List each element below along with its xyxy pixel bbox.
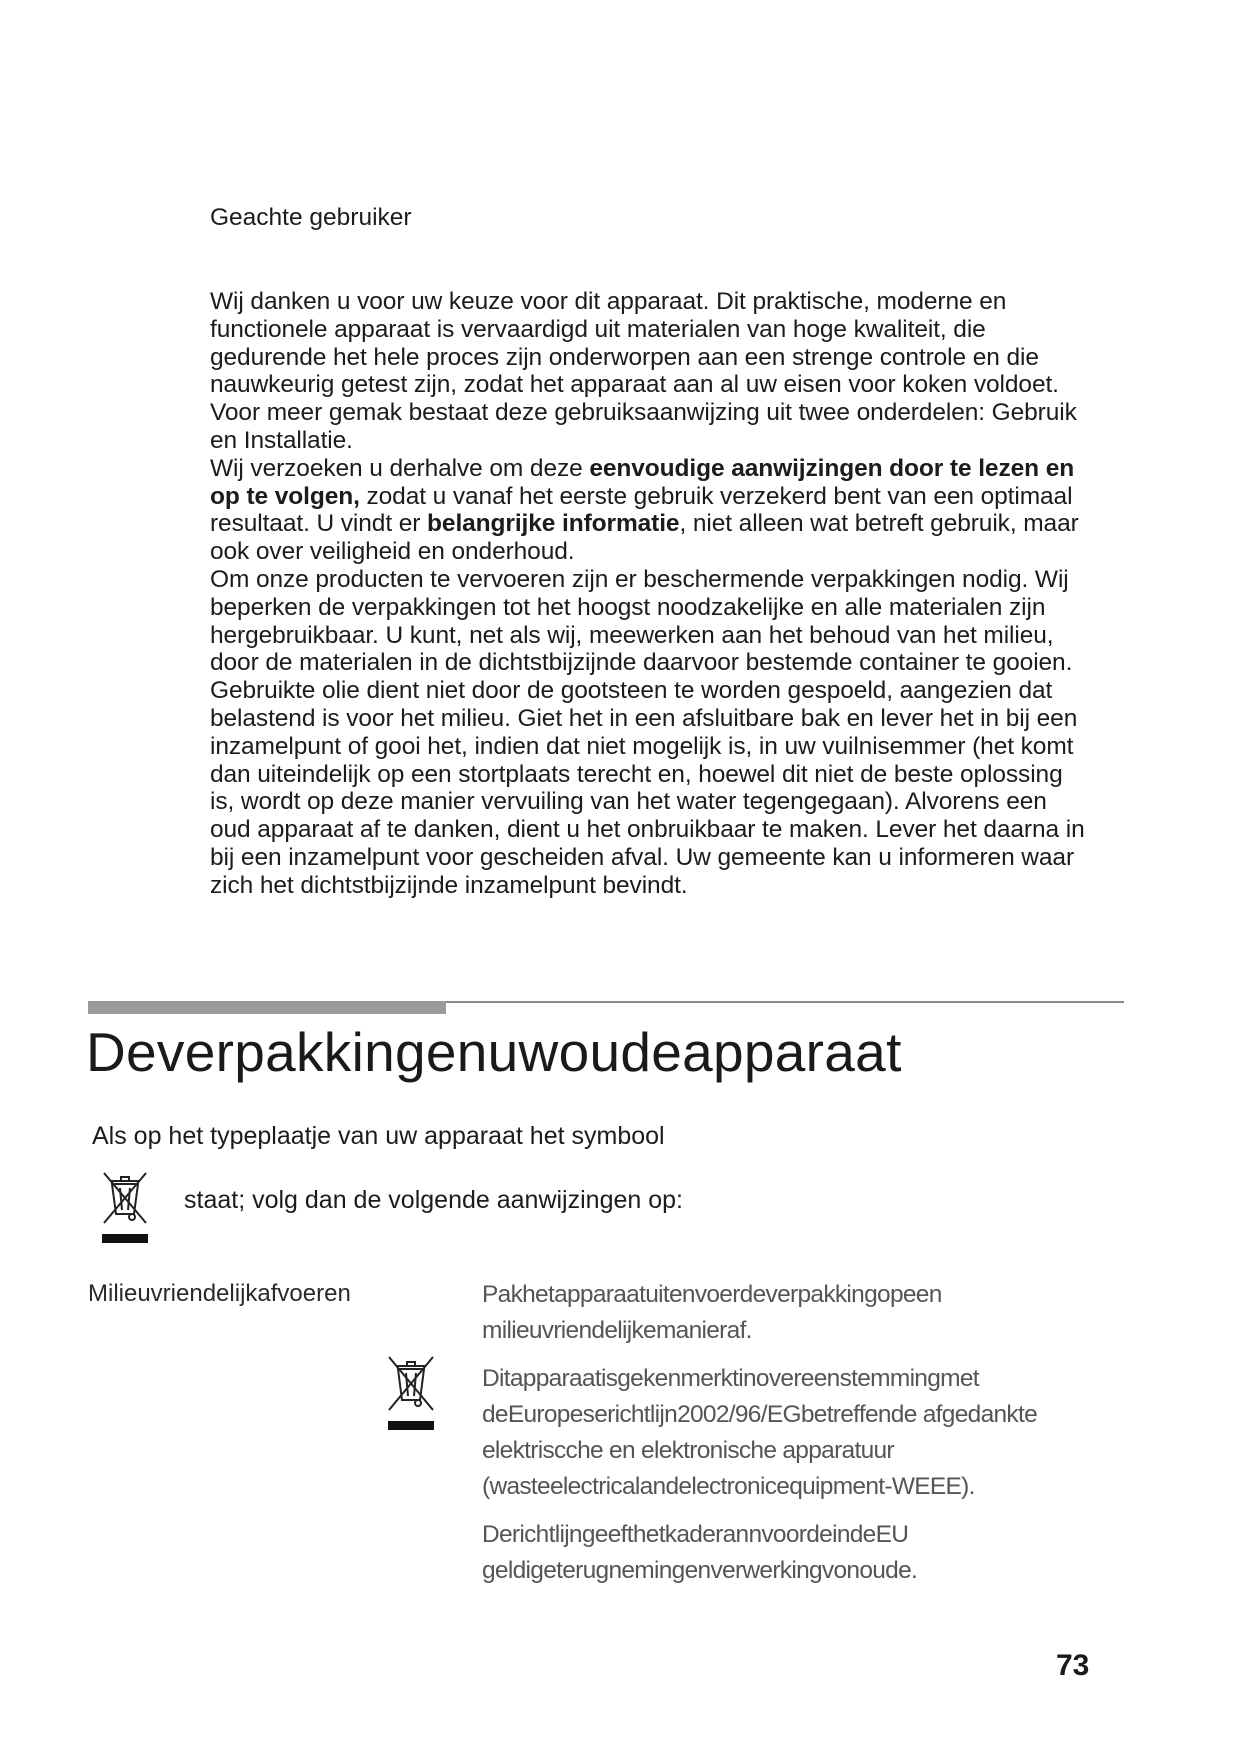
intro-emphasis: eenvoudige aanwijzingen door te lezen en op te volgen, (210, 454, 1075, 510)
intro-emphasis: belangrijke informatie (427, 510, 680, 538)
section-divider-accent (88, 1001, 446, 1014)
crossed-out-wheelie-bin-icon (385, 1354, 437, 1434)
section-title: Deverpakkingenuwoudeapparaat (86, 1021, 902, 1083)
disposal-paragraph: Pakhetapparaatuitenvoerdeverpakkingopeen milieuvriendelijkemanieraf. (482, 1281, 942, 1344)
crossed-out-wheelie-bin-icon (100, 1170, 150, 1246)
intro-sentence: Wij verzoeken u derhalve om deze (210, 454, 590, 482)
intro-sentence: Wij danken u voor uw keuze voor dit apparaat. Dit praktische, moderne en functionele apparaat is vervaardigd uit materialen van hoge kwaliteit, die gedurende het hele proces zijn onderworpen aan een strenge controle en die nauwkeurig getest zijn, zodat het apparaat aan al uw eisen voor koken voldoet. Voor meer gemak bestaat deze gebruiksaanwijzing uit twee onderdelen: Gebruik en Installatie. (210, 288, 1077, 454)
disposal-paragraph: Ditapparaatisgekenmerktinovereenstemmingmet deEuropeserichtlijn2002/96/EGbetreffende afgedankte elektriscche en elektronische apparatuur (wasteelectricalandelectronicequipment-WEEE). (482, 1365, 1038, 1500)
salutation: Geachte gebruiker (210, 204, 412, 231)
symbol-instruction-text: staat; volg dan de volgende aanwijzingen op: (184, 1186, 683, 1214)
disposal-heading: Milieuvriendelijkafvoeren (88, 1280, 351, 1307)
symbol-intro-text: Als op het typeplaatje van uw apparaat het symbool (92, 1122, 665, 1150)
disposal-body (482, 1277, 1122, 1601)
page-number: 73 (1056, 1649, 1090, 1682)
disposal-paragraph: DerichtlijngeefthetkaderannvoordeindeEU geldigeterugnemingenverwerkingvonoude. (482, 1521, 918, 1584)
intro-sentence: Om onze producten te vervoeren zijn er beschermende verpakkingen nodig. Wij beperken de verpakkingen tot het hoogst noodzakelijke en alle materialen zijn hergebruikbaar. U kunt, net als wij, meewerken aan het behoud van het milieu, door de materialen in de dichtstbijzijnde daarvoor bestemde container te gooien. Gebruikte olie dient niet door de gootsteen te worden gespoeld, aangezien dat belastend is voor het milieu. Giet het in een afsluitbare bak en lever het in bij een inzamelpunt of gooi het, indien dat niet mogelijk is, in uw vuilnisemmer (het komt dan uiteindelijk op een stortplaats terecht en, hoewel dit niet de beste oplossing is, wordt op deze manier vervuiling van het water tegengegaan). Alvorens een oud apparaat af te danken, dient u het onbruikbaar te maken. Lever het daarna in bij een inzamelpunt voor gescheiden afval. Uw gemeente kan u informeren waar zich het dichtstbijzijnde inzamelpunt bevindt. (210, 565, 1085, 899)
intro-sentence: zodat u vanaf het eerste gebruik verzekerd bent van een optimaal resultaat. U vindt er (210, 482, 1073, 538)
intro-sentence: , niet alleen wat betreft gebruik, maar ook over veiligheid en onderhoud. (210, 510, 1079, 566)
intro-paragraph (210, 288, 1090, 900)
